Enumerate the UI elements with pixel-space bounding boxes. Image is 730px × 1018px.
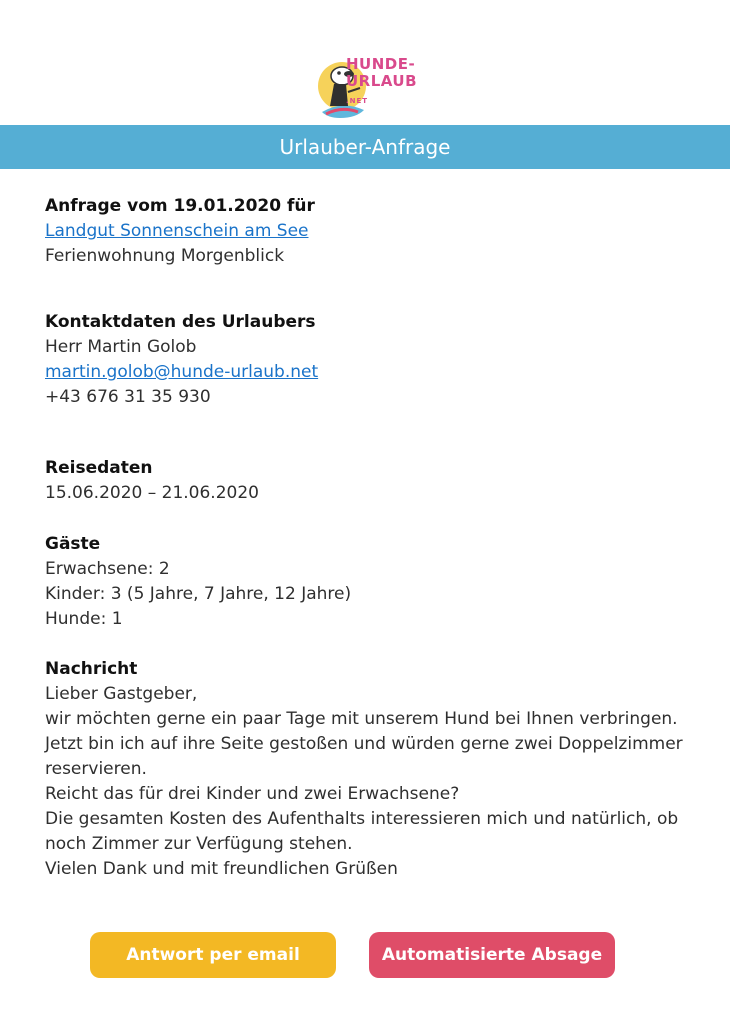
contact-name: Herr Martin Golob <box>45 337 197 357</box>
travel-heading: Reisedaten <box>45 458 153 478</box>
message-line: noch Zimmer zur Verfügung stehen. <box>45 834 353 854</box>
message-line: wir möchten gerne ein paar Tage mit unserem Hund bei Ihnen verbringen. <box>45 709 678 729</box>
reply-by-email-button[interactable]: Antwort per email <box>90 932 336 978</box>
logo-line-1: HUNDE- <box>346 55 416 73</box>
guests-children: Kinder: 3 (5 Jahre, 7 Jahre, 12 Jahre) <box>45 584 352 604</box>
property-link[interactable]: Landgut Sonnenschein am See <box>45 221 309 241</box>
message-line: reservieren. <box>45 759 147 779</box>
logo-line-2 <box>346 73 432 110</box>
request-heading: Anfrage vom 19.01.2020 für <box>45 196 315 216</box>
guests-section <box>45 532 715 632</box>
travel-section <box>45 456 715 506</box>
guests-adults: Erwachsene: 2 <box>45 559 170 579</box>
guests-heading: Gäste <box>45 534 101 554</box>
message-heading: Nachricht <box>45 659 138 679</box>
message-section <box>45 657 715 882</box>
logo-suffix: .NET <box>346 97 369 105</box>
message-line: Jetzt bin ich auf ihre Seite gestoßen und würden gerne zwei Doppelzimmer <box>45 734 683 754</box>
contact-section <box>45 310 715 410</box>
message-line: Reicht das für drei Kinder und zwei Erwachsene? <box>45 784 460 804</box>
page-title: Urlauber-Anfrage <box>279 135 451 159</box>
logo-wordmark <box>346 56 432 110</box>
logo-line-2-text: URLAUB <box>346 72 418 90</box>
apartment-name: Ferienwohnung Morgenblick <box>45 246 285 266</box>
automated-decline-button[interactable]: Automatisierte Absage <box>369 932 615 978</box>
logo <box>312 52 432 122</box>
contact-heading: Kontaktdaten des Urlaubers <box>45 312 316 332</box>
message-line: Lieber Gastgeber, <box>45 684 198 704</box>
contact-email-link[interactable]: martin.golob@hunde-urlaub.net <box>45 362 319 382</box>
request-section <box>45 194 715 269</box>
message-line: Vielen Dank und mit freundlichen Grüßen <box>45 859 398 879</box>
message-line: Die gesamten Kosten des Aufenthalts interessieren mich und natürlich, ob <box>45 809 679 829</box>
guests-dogs: Hunde: 1 <box>45 609 123 629</box>
contact-phone: +43 676 31 35 930 <box>45 387 211 407</box>
travel-dates: 15.06.2020 – 21.06.2020 <box>45 483 259 503</box>
header-bar <box>0 125 730 169</box>
